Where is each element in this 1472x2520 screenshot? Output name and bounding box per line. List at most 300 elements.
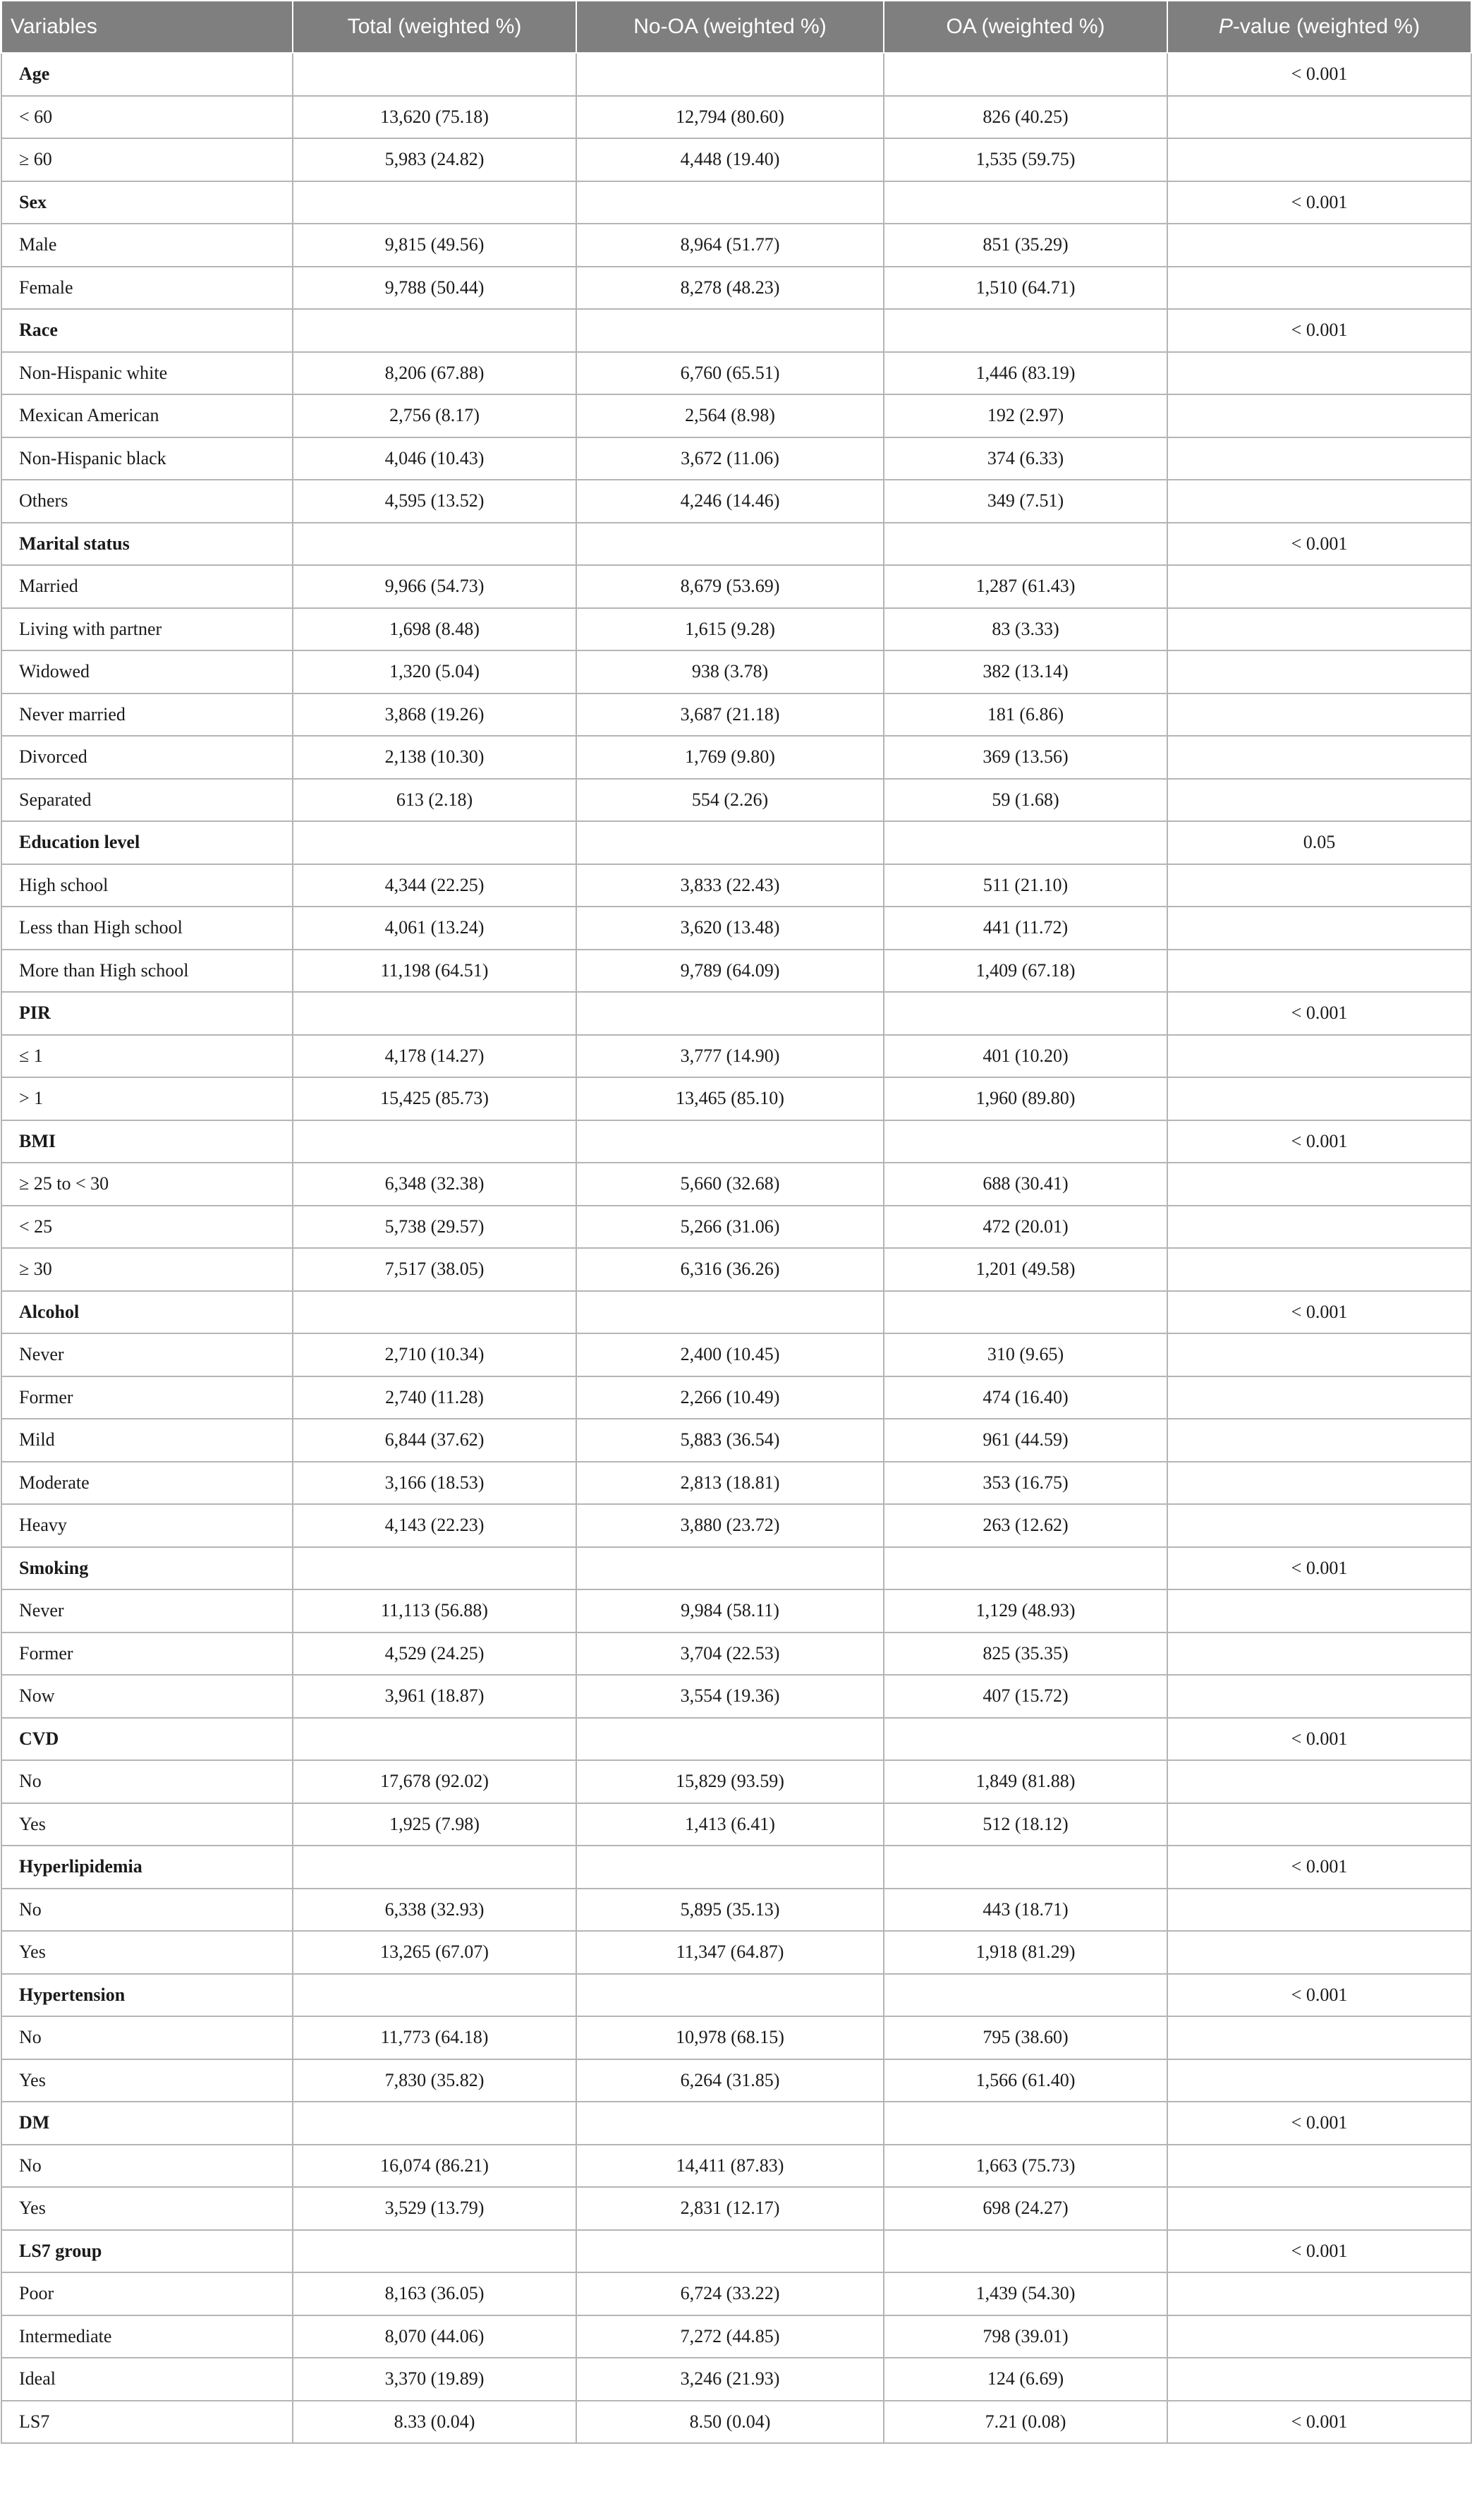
p-value-cell — [1167, 1803, 1471, 1846]
total-cell — [293, 1718, 576, 1761]
variable-cell: LS7 group — [1, 2230, 293, 2273]
p-value-cell: 0.05 — [1167, 821, 1471, 864]
p-value-cell — [1167, 1333, 1471, 1376]
total-cell: 8,070 (44.06) — [293, 2315, 576, 2358]
p-value-cell — [1167, 480, 1471, 523]
variable-cell: Living with partner — [1, 608, 293, 651]
no-oa-cell: 5,660 (32.68) — [576, 1163, 884, 1206]
variable-cell: Yes — [1, 2059, 293, 2102]
total-cell: 3,868 (19.26) — [293, 693, 576, 737]
no-oa-cell — [576, 1547, 884, 1590]
table-row — [1, 907, 1471, 950]
total-cell — [293, 2102, 576, 2145]
total-cell: 6,844 (37.62) — [293, 1419, 576, 1462]
total-cell: 4,061 (13.24) — [293, 907, 576, 950]
p-value-cell: < 0.001 — [1167, 309, 1471, 352]
total-cell — [293, 1291, 576, 1334]
table-row — [1, 1462, 1471, 1505]
group-header-row — [1, 1846, 1471, 1889]
variable-cell: No — [1, 1760, 293, 1803]
table-row — [1, 1163, 1471, 1206]
no-oa-cell: 938 (3.78) — [576, 650, 884, 693]
variable-cell: No — [1, 2016, 293, 2059]
table-row — [1, 2145, 1471, 2188]
oa-cell: 512 (18.12) — [884, 1803, 1167, 1846]
p-value-cell — [1167, 2059, 1471, 2102]
oa-cell: 472 (20.01) — [884, 1206, 1167, 1249]
total-cell — [293, 992, 576, 1035]
header-p-italic: P — [1218, 15, 1233, 38]
table-row — [1, 1206, 1471, 1249]
variable-cell: Mild — [1, 1419, 293, 1462]
group-header-row — [1, 2102, 1471, 2145]
no-oa-cell: 3,620 (13.48) — [576, 907, 884, 950]
variable-cell: Yes — [1, 2187, 293, 2230]
total-cell: 5,983 (24.82) — [293, 138, 576, 181]
p-value-cell — [1167, 779, 1471, 822]
p-value-cell — [1167, 907, 1471, 950]
table-row — [1, 480, 1471, 523]
no-oa-cell: 3,246 (21.93) — [576, 2358, 884, 2401]
table-row — [1, 138, 1471, 181]
variable-cell: Heavy — [1, 1504, 293, 1547]
no-oa-cell: 6,724 (33.22) — [576, 2272, 884, 2315]
p-value-cell — [1167, 1931, 1471, 1974]
variable-cell: ≤ 1 — [1, 1035, 293, 1078]
no-oa-cell — [576, 992, 884, 1035]
p-value-cell — [1167, 2358, 1471, 2401]
variable-cell: Moderate — [1, 1462, 293, 1505]
no-oa-cell — [576, 1974, 884, 2017]
no-oa-cell — [576, 53, 884, 96]
table-row — [1, 96, 1471, 139]
p-value-cell: < 0.001 — [1167, 2102, 1471, 2145]
p-value-cell: < 0.001 — [1167, 2401, 1471, 2444]
table-row — [1, 650, 1471, 693]
oa-cell — [884, 1846, 1167, 1889]
table-row — [1, 1760, 1471, 1803]
p-value-cell — [1167, 1889, 1471, 1932]
table-row — [1, 1889, 1471, 1932]
variable-cell: Never — [1, 1333, 293, 1376]
no-oa-cell: 3,777 (14.90) — [576, 1035, 884, 1078]
total-cell: 4,529 (24.25) — [293, 1632, 576, 1676]
p-value-cell — [1167, 1376, 1471, 1419]
p-value-cell — [1167, 1077, 1471, 1120]
no-oa-cell — [576, 181, 884, 224]
group-header-row — [1, 181, 1471, 224]
table-row — [1, 394, 1471, 437]
p-value-cell — [1167, 1035, 1471, 1078]
no-oa-cell: 2,266 (10.49) — [576, 1376, 884, 1419]
total-cell: 9,966 (54.73) — [293, 565, 576, 608]
total-cell — [293, 821, 576, 864]
no-oa-cell: 10,978 (68.15) — [576, 2016, 884, 2059]
table-row — [1, 2059, 1471, 2102]
total-cell: 9,788 (50.44) — [293, 267, 576, 310]
total-cell — [293, 1846, 576, 1889]
group-header-row — [1, 1547, 1471, 1590]
total-cell: 7,830 (35.82) — [293, 2059, 576, 2102]
oa-cell: 181 (6.86) — [884, 693, 1167, 737]
oa-cell — [884, 181, 1167, 224]
total-cell: 15,425 (85.73) — [293, 1077, 576, 1120]
oa-cell: 851 (35.29) — [884, 224, 1167, 267]
oa-cell: 1,439 (54.30) — [884, 2272, 1167, 2315]
no-oa-cell: 2,400 (10.45) — [576, 1333, 884, 1376]
oa-cell: 1,287 (61.43) — [884, 565, 1167, 608]
oa-cell: 263 (12.62) — [884, 1504, 1167, 1547]
p-value-cell — [1167, 1760, 1471, 1803]
variable-cell: Yes — [1, 1931, 293, 1974]
total-cell: 1,925 (7.98) — [293, 1803, 576, 1846]
oa-cell: 353 (16.75) — [884, 1462, 1167, 1505]
table-row — [1, 1077, 1471, 1120]
variable-cell: Divorced — [1, 736, 293, 779]
total-cell: 5,738 (29.57) — [293, 1206, 576, 1249]
no-oa-cell: 9,789 (64.09) — [576, 950, 884, 993]
total-cell: 2,138 (10.30) — [293, 736, 576, 779]
variable-cell: DM — [1, 2102, 293, 2145]
variable-cell: Smoking — [1, 1547, 293, 1590]
oa-cell — [884, 821, 1167, 864]
table-row — [1, 2358, 1471, 2401]
no-oa-cell: 2,564 (8.98) — [576, 394, 884, 437]
variable-cell: Never married — [1, 693, 293, 737]
variable-cell: Poor — [1, 2272, 293, 2315]
oa-cell: 825 (35.35) — [884, 1632, 1167, 1676]
variable-cell: Married — [1, 565, 293, 608]
total-cell: 4,344 (22.25) — [293, 864, 576, 907]
no-oa-cell: 3,880 (23.72) — [576, 1504, 884, 1547]
table-row — [1, 437, 1471, 480]
no-oa-cell: 1,615 (9.28) — [576, 608, 884, 651]
p-value-cell — [1167, 693, 1471, 737]
variable-cell: Former — [1, 1632, 293, 1676]
no-oa-cell: 3,554 (19.36) — [576, 1675, 884, 1718]
total-cell: 8,163 (36.05) — [293, 2272, 576, 2315]
total-cell: 7,517 (38.05) — [293, 1248, 576, 1291]
oa-cell: 192 (2.97) — [884, 394, 1167, 437]
oa-cell: 511 (21.10) — [884, 864, 1167, 907]
header-no-oa: No-OA (weighted %) — [576, 1, 884, 53]
no-oa-cell: 8,964 (51.77) — [576, 224, 884, 267]
p-value-cell: < 0.001 — [1167, 1718, 1471, 1761]
group-header-row — [1, 1291, 1471, 1334]
table-header — [1, 1, 1471, 53]
variable-cell: ≥ 25 to < 30 — [1, 1163, 293, 1206]
total-cell: 4,178 (14.27) — [293, 1035, 576, 1078]
total-cell: 4,143 (22.23) — [293, 1504, 576, 1547]
no-oa-cell: 3,704 (22.53) — [576, 1632, 884, 1676]
oa-cell — [884, 2230, 1167, 2273]
no-oa-cell: 11,347 (64.87) — [576, 1931, 884, 1974]
oa-cell: 795 (38.60) — [884, 2016, 1167, 2059]
no-oa-cell: 8.50 (0.04) — [576, 2401, 884, 2444]
no-oa-cell: 6,760 (65.51) — [576, 352, 884, 395]
no-oa-cell — [576, 309, 884, 352]
no-oa-cell: 4,448 (19.40) — [576, 138, 884, 181]
table-row — [1, 864, 1471, 907]
total-cell: 3,529 (13.79) — [293, 2187, 576, 2230]
table-row — [1, 1504, 1471, 1547]
p-value-cell — [1167, 736, 1471, 779]
oa-cell: 1,960 (89.80) — [884, 1077, 1167, 1120]
variable-cell: Ideal — [1, 2358, 293, 2401]
table-row — [1, 2401, 1471, 2444]
no-oa-cell: 13,465 (85.10) — [576, 1077, 884, 1120]
p-value-cell — [1167, 650, 1471, 693]
no-oa-cell: 554 (2.26) — [576, 779, 884, 822]
oa-cell — [884, 2102, 1167, 2145]
no-oa-cell — [576, 1120, 884, 1163]
table-row — [1, 1632, 1471, 1676]
p-value-cell — [1167, 950, 1471, 993]
total-cell: 6,338 (32.93) — [293, 1889, 576, 1932]
header-p-rest: -value (weighted %) — [1232, 15, 1421, 38]
variable-cell: Non-Hispanic black — [1, 437, 293, 480]
oa-cell — [884, 992, 1167, 1035]
table-row — [1, 1248, 1471, 1291]
oa-cell: 1,510 (64.71) — [884, 267, 1167, 310]
p-value-cell — [1167, 2187, 1471, 2230]
total-cell — [293, 53, 576, 96]
p-value-cell — [1167, 352, 1471, 395]
total-cell — [293, 309, 576, 352]
p-value-cell — [1167, 2272, 1471, 2315]
variable-cell: Race — [1, 309, 293, 352]
variable-cell: Mexican American — [1, 394, 293, 437]
table-row — [1, 1589, 1471, 1632]
group-header-row — [1, 821, 1471, 864]
no-oa-cell — [576, 821, 884, 864]
oa-cell — [884, 1718, 1167, 1761]
variable-cell: BMI — [1, 1120, 293, 1163]
p-value-cell — [1167, 1504, 1471, 1547]
table-row — [1, 950, 1471, 993]
p-value-cell: < 0.001 — [1167, 2230, 1471, 2273]
no-oa-cell: 8,278 (48.23) — [576, 267, 884, 310]
variable-cell: High school — [1, 864, 293, 907]
p-value-cell — [1167, 1675, 1471, 1718]
oa-cell: 83 (3.33) — [884, 608, 1167, 651]
group-header-row — [1, 1120, 1471, 1163]
total-cell — [293, 1120, 576, 1163]
oa-cell: 1,201 (49.58) — [884, 1248, 1167, 1291]
no-oa-cell: 6,316 (36.26) — [576, 1248, 884, 1291]
header-variables: Variables — [1, 1, 293, 53]
p-value-cell: < 0.001 — [1167, 523, 1471, 566]
total-cell: 2,710 (10.34) — [293, 1333, 576, 1376]
p-value-cell — [1167, 1632, 1471, 1676]
variable-cell: Sex — [1, 181, 293, 224]
no-oa-cell: 5,895 (35.13) — [576, 1889, 884, 1932]
total-cell: 613 (2.18) — [293, 779, 576, 822]
no-oa-cell: 3,687 (21.18) — [576, 693, 884, 737]
no-oa-cell — [576, 1718, 884, 1761]
p-value-cell — [1167, 267, 1471, 310]
p-value-cell: < 0.001 — [1167, 1291, 1471, 1334]
p-value-cell — [1167, 864, 1471, 907]
oa-cell: 374 (6.33) — [884, 437, 1167, 480]
oa-cell: 1,663 (75.73) — [884, 2145, 1167, 2188]
variable-cell: Now — [1, 1675, 293, 1718]
no-oa-cell: 14,411 (87.83) — [576, 2145, 884, 2188]
no-oa-cell — [576, 523, 884, 566]
header-total: Total (weighted %) — [293, 1, 576, 53]
table-row — [1, 1333, 1471, 1376]
no-oa-cell: 7,272 (44.85) — [576, 2315, 884, 2358]
group-header-row — [1, 1718, 1471, 1761]
variable-cell: CVD — [1, 1718, 293, 1761]
oa-cell — [884, 1547, 1167, 1590]
oa-cell — [884, 309, 1167, 352]
p-value-cell: < 0.001 — [1167, 1120, 1471, 1163]
no-oa-cell — [576, 1846, 884, 1889]
total-cell: 8.33 (0.04) — [293, 2401, 576, 2444]
oa-cell: 382 (13.14) — [884, 650, 1167, 693]
variable-cell: Never — [1, 1589, 293, 1632]
group-header-row — [1, 309, 1471, 352]
table-row — [1, 1803, 1471, 1846]
table-row — [1, 693, 1471, 737]
oa-cell: 1,535 (59.75) — [884, 138, 1167, 181]
variable-cell: Male — [1, 224, 293, 267]
variable-cell: Marital status — [1, 523, 293, 566]
total-cell: 2,756 (8.17) — [293, 394, 576, 437]
total-cell — [293, 1974, 576, 2017]
variable-cell: No — [1, 1889, 293, 1932]
variable-cell: No — [1, 2145, 293, 2188]
table-row — [1, 2187, 1471, 2230]
total-cell: 1,698 (8.48) — [293, 608, 576, 651]
total-cell: 4,595 (13.52) — [293, 480, 576, 523]
variable-cell: Female — [1, 267, 293, 310]
p-value-cell — [1167, 1462, 1471, 1505]
no-oa-cell: 2,831 (12.17) — [576, 2187, 884, 2230]
oa-cell: 401 (10.20) — [884, 1035, 1167, 1078]
total-cell: 13,265 (67.07) — [293, 1931, 576, 1974]
total-cell: 3,370 (19.89) — [293, 2358, 576, 2401]
no-oa-cell: 5,266 (31.06) — [576, 1206, 884, 1249]
variable-cell: < 25 — [1, 1206, 293, 1249]
variable-cell: Yes — [1, 1803, 293, 1846]
p-value-cell — [1167, 1163, 1471, 1206]
table-row — [1, 736, 1471, 779]
p-value-cell — [1167, 1248, 1471, 1291]
p-value-cell: < 0.001 — [1167, 1846, 1471, 1889]
oa-cell: 1,849 (81.88) — [884, 1760, 1167, 1803]
oa-cell: 59 (1.68) — [884, 779, 1167, 822]
table-body — [1, 53, 1471, 2443]
table-row — [1, 1675, 1471, 1718]
header-row — [1, 1, 1471, 53]
group-header-row — [1, 2230, 1471, 2273]
total-cell: 8,206 (67.88) — [293, 352, 576, 395]
p-value-cell — [1167, 1589, 1471, 1632]
oa-cell: 369 (13.56) — [884, 736, 1167, 779]
total-cell: 13,620 (75.18) — [293, 96, 576, 139]
oa-cell: 1,129 (48.93) — [884, 1589, 1167, 1632]
table-row — [1, 352, 1471, 395]
oa-cell: 7.21 (0.08) — [884, 2401, 1167, 2444]
total-cell: 17,678 (92.02) — [293, 1760, 576, 1803]
variable-cell: ≥ 30 — [1, 1248, 293, 1291]
total-cell — [293, 2230, 576, 2273]
variable-cell: Hyperlipidemia — [1, 1846, 293, 1889]
no-oa-cell — [576, 2230, 884, 2273]
oa-cell: 441 (11.72) — [884, 907, 1167, 950]
p-value-cell — [1167, 96, 1471, 139]
oa-cell: 1,918 (81.29) — [884, 1931, 1167, 1974]
total-cell — [293, 1547, 576, 1590]
variable-cell: Non-Hispanic white — [1, 352, 293, 395]
oa-cell — [884, 523, 1167, 566]
total-cell: 1,320 (5.04) — [293, 650, 576, 693]
oa-cell — [884, 53, 1167, 96]
no-oa-cell: 15,829 (93.59) — [576, 1760, 884, 1803]
variable-cell: Education level — [1, 821, 293, 864]
total-cell — [293, 181, 576, 224]
no-oa-cell: 1,413 (6.41) — [576, 1803, 884, 1846]
oa-cell — [884, 1120, 1167, 1163]
variable-cell: LS7 — [1, 2401, 293, 2444]
variable-cell: Former — [1, 1376, 293, 1419]
p-value-cell: < 0.001 — [1167, 992, 1471, 1035]
group-header-row — [1, 992, 1471, 1035]
table-row — [1, 267, 1471, 310]
total-cell: 6,348 (32.38) — [293, 1163, 576, 1206]
total-cell: 9,815 (49.56) — [293, 224, 576, 267]
oa-cell: 688 (30.41) — [884, 1163, 1167, 1206]
no-oa-cell: 9,984 (58.11) — [576, 1589, 884, 1632]
oa-cell: 1,446 (83.19) — [884, 352, 1167, 395]
group-header-row — [1, 523, 1471, 566]
p-value-cell: < 0.001 — [1167, 181, 1471, 224]
total-cell — [293, 523, 576, 566]
oa-cell — [884, 1974, 1167, 2017]
group-header-row — [1, 1974, 1471, 2017]
table-row — [1, 2272, 1471, 2315]
variable-cell: ≥ 60 — [1, 138, 293, 181]
oa-cell: 698 (24.27) — [884, 2187, 1167, 2230]
no-oa-cell: 12,794 (80.60) — [576, 96, 884, 139]
p-value-cell: < 0.001 — [1167, 53, 1471, 96]
oa-cell: 1,566 (61.40) — [884, 2059, 1167, 2102]
no-oa-cell: 4,246 (14.46) — [576, 480, 884, 523]
oa-cell: 407 (15.72) — [884, 1675, 1167, 1718]
no-oa-cell: 3,833 (22.43) — [576, 864, 884, 907]
p-value-cell — [1167, 608, 1471, 651]
variable-cell: Less than High school — [1, 907, 293, 950]
table-row — [1, 2315, 1471, 2358]
no-oa-cell: 1,769 (9.80) — [576, 736, 884, 779]
table-row — [1, 1035, 1471, 1078]
p-value-cell — [1167, 394, 1471, 437]
total-cell: 3,961 (18.87) — [293, 1675, 576, 1718]
variable-cell: More than High school — [1, 950, 293, 993]
p-value-cell — [1167, 224, 1471, 267]
table-row — [1, 779, 1471, 822]
oa-cell: 961 (44.59) — [884, 1419, 1167, 1462]
variable-cell: Alcohol — [1, 1291, 293, 1334]
baseline-characteristics-table — [1, 0, 1472, 2444]
group-header-row — [1, 53, 1471, 96]
variable-cell: Others — [1, 480, 293, 523]
variable-cell: < 60 — [1, 96, 293, 139]
oa-cell: 1,409 (67.18) — [884, 950, 1167, 993]
oa-cell: 310 (9.65) — [884, 1333, 1167, 1376]
